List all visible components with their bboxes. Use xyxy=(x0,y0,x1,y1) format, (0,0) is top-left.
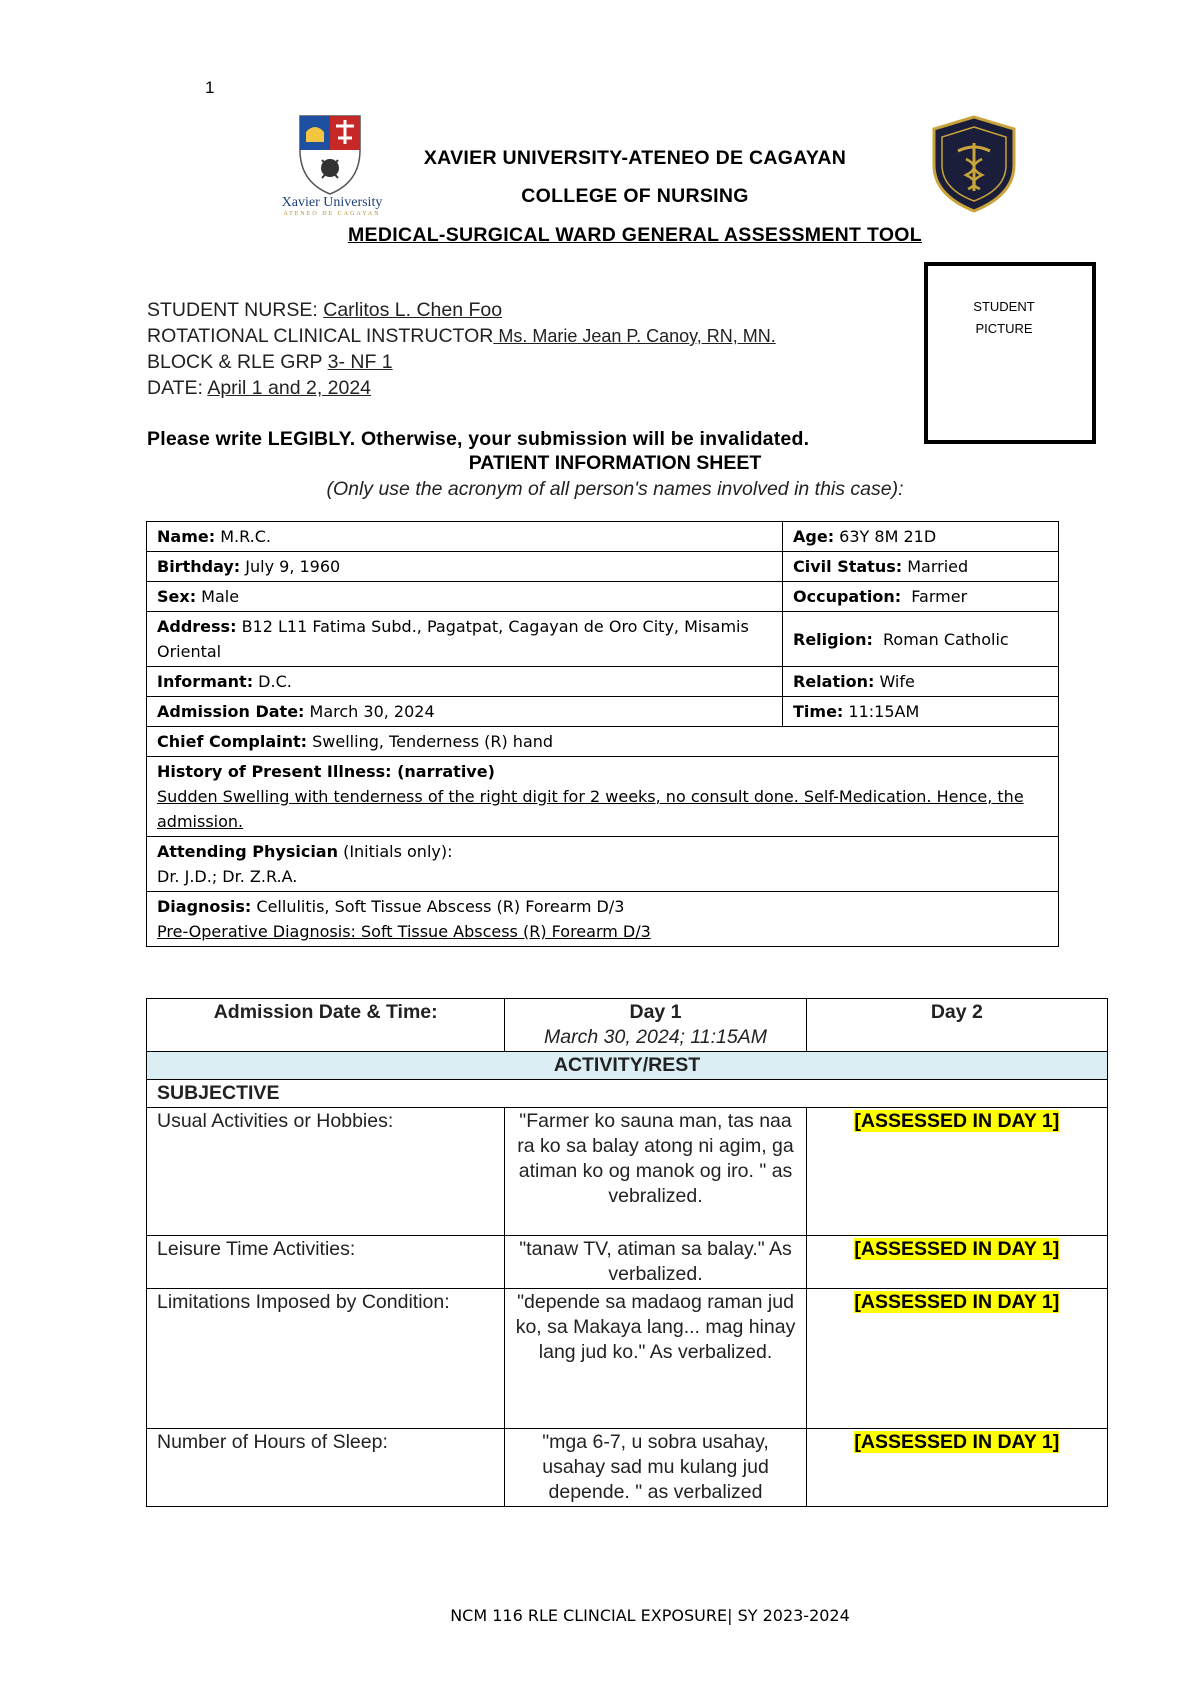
sex-label: Sex: xyxy=(157,587,197,606)
name-cell xyxy=(147,522,783,552)
religion-label: Religion: xyxy=(793,629,873,649)
address-cell xyxy=(147,612,783,667)
physician-value: Dr. J.D.; Dr. Z.R.A. xyxy=(157,867,298,886)
section-row xyxy=(147,1052,1108,1080)
row-label: Number of Hours of Sleep: xyxy=(147,1429,505,1507)
age-value: 63Y 8M 21D xyxy=(834,527,937,546)
row-label: Usual Activities or Hobbies: xyxy=(147,1108,505,1236)
occupation-label: Occupation: xyxy=(793,587,902,606)
tool-title: MEDICAL-SURGICAL WARD GENERAL ASSESSMENT TOOL xyxy=(348,224,922,246)
picture-label-line2: PICTURE xyxy=(975,321,1033,336)
assessed-badge: [ASSESSED IN DAY 1] xyxy=(854,1110,1060,1132)
relation-label: Relation: xyxy=(793,672,875,691)
date-label: DATE: xyxy=(147,377,208,399)
admission-datetime-header: Admission Date & Time: xyxy=(147,999,505,1052)
table-row xyxy=(147,552,1059,582)
age-cell xyxy=(783,522,1059,552)
diagnosis-label: Diagnosis: xyxy=(157,897,252,916)
occupation-cell xyxy=(783,582,1059,612)
table-row xyxy=(147,1236,1108,1289)
physician-label: Attending Physician xyxy=(157,842,338,861)
day2-header: Day 2 xyxy=(806,999,1107,1052)
relation-cell xyxy=(783,667,1059,697)
assessed-badge: [ASSESSED IN DAY 1] xyxy=(854,1238,1060,1260)
subsection-row xyxy=(147,1080,1108,1108)
university-name: XAVIER UNIVERSITY-ATENEO DE CAGAYAN xyxy=(423,147,847,169)
block-label: BLOCK & RLE GRP xyxy=(147,351,328,373)
college-name: COLLEGE OF NURSING xyxy=(521,185,749,207)
logo-text: Xavier University xyxy=(281,195,383,210)
legibility-notice: Please write LEGIBLY. Otherwise, your submission will be invalidated. xyxy=(147,428,810,450)
diagnosis-cell xyxy=(147,892,1059,947)
birthday-label: Birthday: xyxy=(157,557,241,576)
table-row xyxy=(147,1108,1108,1236)
time-label: Time: xyxy=(793,702,844,721)
row-label: Limitations Imposed by Condition: xyxy=(147,1289,505,1429)
time-value: 11:15AM xyxy=(843,702,920,721)
chief-complaint-value: Swelling, Tenderness (R) hand xyxy=(307,732,554,751)
time-cell xyxy=(783,697,1059,727)
civil-status-cell xyxy=(783,552,1059,582)
page-footer: NCM 116 RLE CLINCIAL EXPOSURE| SY 2023-2024 xyxy=(450,1606,850,1625)
day1-header xyxy=(505,999,806,1052)
page-number: 1 xyxy=(205,78,215,97)
table-row xyxy=(147,837,1059,892)
assessment-table xyxy=(146,998,1108,1507)
patient-sheet-subtitle: (Only use the acronym of all person's names involved in this case): xyxy=(326,478,904,500)
physician-note: (Initials only): xyxy=(337,842,453,861)
assessed-badge: [ASSESSED IN DAY 1] xyxy=(854,1291,1060,1313)
row-day1: "depende sa madaog raman jud ko, sa Makaya lang... mag hinay lang jud ko." As verbalized. xyxy=(505,1289,806,1429)
civil-status-value: Married xyxy=(902,557,969,576)
religion-cell xyxy=(783,612,1059,667)
hpi-label: History of Present Illness: (narrative) xyxy=(157,762,495,781)
table-row xyxy=(147,727,1059,757)
student-picture-box xyxy=(924,262,1096,444)
table-row xyxy=(147,1289,1108,1429)
logo-subtext: ATENEO DE CAGAYAN xyxy=(283,211,381,217)
block-value: 3- NF 1 xyxy=(327,351,393,373)
row-day2 xyxy=(806,1108,1107,1236)
sex-cell xyxy=(147,582,783,612)
section-activity-rest: ACTIVITY/REST xyxy=(147,1052,1108,1080)
row-day2 xyxy=(806,1236,1107,1289)
day1-label: Day 1 xyxy=(629,1001,682,1023)
table-row xyxy=(147,582,1059,612)
chief-complaint-cell xyxy=(147,727,1059,757)
table-row xyxy=(147,667,1059,697)
subjective-label: SUBJECTIVE xyxy=(147,1080,1108,1108)
birthday-cell xyxy=(147,552,783,582)
civil-status-label: Civil Status: xyxy=(793,557,903,576)
address-value: B12 L11 Fatima Subd., Pagatpat, Cagayan de Oro City, Misamis Oriental xyxy=(157,617,749,661)
religion-value: Roman Catholic xyxy=(872,629,1009,649)
admission-cell xyxy=(147,697,783,727)
row-day1: "tanaw TV, atiman sa balay." As verbalized. xyxy=(505,1236,806,1289)
informant-value: D.C. xyxy=(253,672,292,691)
date-line xyxy=(147,377,371,400)
row-day1: "mga 6-7, u sobra usahay, usahay sad mu kulang jud depende. " as verbalized xyxy=(505,1429,806,1507)
informant-label: Informant: xyxy=(157,672,254,691)
student-nurse-label: STUDENT NURSE: xyxy=(147,299,324,321)
age-label: Age: xyxy=(793,527,835,546)
day1-date: March 30, 2024; 11:15AM xyxy=(544,1026,767,1048)
patient-sheet-title: PATIENT INFORMATION SHEET xyxy=(468,452,762,474)
name-label: Name: xyxy=(157,527,216,546)
block-line xyxy=(147,351,393,374)
table-row xyxy=(147,892,1059,947)
admission-label: Admission Date: xyxy=(157,702,305,721)
hpi-value: Sudden Swelling with tenderness of the right digit for 2 weeks, no consult done. Self-Medication. Hence, the admission. xyxy=(157,787,1024,831)
relation-value: Wife xyxy=(874,672,915,691)
row-day2 xyxy=(806,1289,1107,1429)
picture-label-line1: STUDENT xyxy=(973,299,1035,314)
name-value: M.R.C. xyxy=(215,527,271,546)
address-label: Address: xyxy=(157,617,237,636)
instructor-value: Ms. Marie Jean P. Canoy, RN, MN. xyxy=(493,326,776,346)
instructor-label: ROTATIONAL CLINICAL INSTRUCTOR xyxy=(147,325,494,347)
informant-cell xyxy=(147,667,783,697)
table-header-row xyxy=(147,999,1108,1052)
row-day1: "Farmer ko sauna man, tas naa ra ko sa balay atong ni agim, ga atiman ko og manok og iro. " as vebralized. xyxy=(505,1108,806,1236)
instructor-line xyxy=(147,325,776,348)
table-row xyxy=(147,612,1059,667)
admission-value: March 30, 2024 xyxy=(304,702,435,721)
patient-info-table xyxy=(146,521,1059,947)
table-row xyxy=(147,522,1059,552)
row-day2 xyxy=(806,1429,1107,1507)
sex-value: Male xyxy=(196,587,240,606)
row-label: Leisure Time Activities: xyxy=(147,1236,505,1289)
chief-complaint-label: Chief Complaint: xyxy=(157,732,308,751)
student-nurse-line xyxy=(147,299,502,322)
student-nurse-value: Carlitos L. Chen Foo xyxy=(323,299,503,321)
assessed-badge: [ASSESSED IN DAY 1] xyxy=(854,1431,1060,1453)
diagnosis-value: Cellulitis, Soft Tissue Abscess (R) Forearm D/3 xyxy=(251,897,625,916)
birthday-value: July 9, 1960 xyxy=(240,557,341,576)
table-row xyxy=(147,1429,1108,1507)
date-value: April 1 and 2, 2024 xyxy=(207,377,372,399)
preop-diagnosis: Pre-Operative Diagnosis: Soft Tissue Abscess (R) Forearm D/3 xyxy=(157,922,651,941)
occupation-value: Farmer xyxy=(901,587,968,606)
physician-cell xyxy=(147,837,1059,892)
table-row xyxy=(147,757,1059,837)
hpi-cell xyxy=(147,757,1059,837)
table-row xyxy=(147,697,1059,727)
